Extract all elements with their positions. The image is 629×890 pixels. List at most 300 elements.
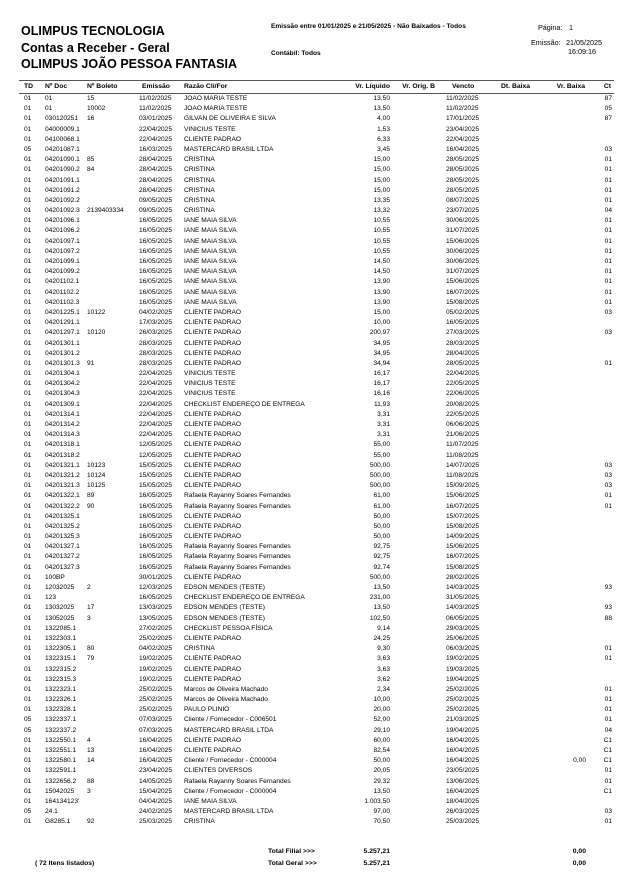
cell-liquido: 3,31 bbox=[377, 421, 390, 428]
cell-razao: JOAO MARIA TESTE bbox=[184, 95, 248, 102]
cell-liquido: 10,55 bbox=[373, 217, 390, 225]
cell-liquido: 55,00 bbox=[373, 441, 390, 449]
cell-ct: 01 bbox=[604, 268, 612, 276]
cell-ct: 03 bbox=[604, 808, 612, 816]
table-row bbox=[0, 379, 629, 389]
table-row bbox=[0, 267, 629, 277]
cell-ct: 05 bbox=[604, 105, 612, 113]
cell-razao: IANE MAIA SILVA bbox=[184, 247, 237, 255]
cell-td: 01 bbox=[24, 359, 32, 367]
cell-td: 01 bbox=[24, 614, 32, 622]
cell-liquido: 3,31 bbox=[377, 431, 390, 439]
cell-emissao: 16/05/2025 bbox=[139, 227, 173, 235]
cell-liquido: 61,00 bbox=[373, 492, 390, 500]
cell-emissao: 04/04/2025 bbox=[139, 797, 173, 805]
cell-liquido: 9,30 bbox=[377, 645, 390, 653]
cell-liquido: 14,50 bbox=[373, 258, 390, 265]
cell-doc: 100BP bbox=[45, 573, 65, 581]
cell-boleto: 3 bbox=[87, 614, 91, 622]
cell-ct: 01 bbox=[604, 716, 612, 724]
table-row bbox=[0, 339, 629, 349]
cell-boleto: 10123 bbox=[87, 461, 106, 469]
cell-vencto: 16/04/2025 bbox=[446, 747, 480, 754]
cell-razao: CLIENTE PADRAO bbox=[184, 410, 242, 418]
cell-emissao: 30/01/2025 bbox=[139, 573, 173, 581]
table-row bbox=[0, 705, 629, 715]
cell-doc: 1322303.1 bbox=[45, 634, 77, 642]
cell-doc: 04201301.1 bbox=[45, 339, 80, 347]
cell-razao: Rafaela Rayanny Soares Fernandes bbox=[184, 543, 291, 551]
cell-liquido: 1.003,50 bbox=[364, 797, 390, 805]
cell-emissao: 16/04/2025 bbox=[139, 736, 173, 744]
cell-td: 01 bbox=[24, 655, 32, 663]
cell-emissao: 22/04/2025 bbox=[139, 410, 173, 418]
cell-liquido: 13,50 bbox=[373, 105, 390, 113]
cell-td: 01 bbox=[24, 696, 32, 704]
cell-emissao: 04/02/2025 bbox=[139, 645, 173, 653]
cell-liquido: 13,90 bbox=[373, 278, 390, 286]
table-row bbox=[0, 644, 629, 654]
table-row bbox=[0, 817, 629, 827]
cell-razao: MASTERCARD BRASIL LTDA bbox=[184, 726, 274, 734]
cell-emissao: 12/03/2025 bbox=[139, 584, 173, 591]
cell-vencto: 15/08/2025 bbox=[446, 298, 480, 306]
cell-boleto: 4 bbox=[87, 736, 91, 744]
cell-ct: 01 bbox=[604, 492, 612, 500]
cell-vencto: 16/04/2025 bbox=[446, 145, 480, 153]
cell-liquido: 50,00 bbox=[373, 757, 390, 765]
cell-ct: 01 bbox=[604, 706, 612, 714]
cell-razao: CRISTINA bbox=[184, 645, 215, 653]
cell-doc: 1322580.1 bbox=[45, 757, 77, 765]
cell-liquido: 10,00 bbox=[373, 696, 390, 704]
table-row bbox=[0, 797, 629, 807]
cell-vencto: 19/03/2025 bbox=[446, 665, 480, 673]
cell-liquido: 10,00 bbox=[373, 319, 390, 327]
cell-razao: CLIENTE PADRAO bbox=[184, 441, 242, 449]
cell-td: 01 bbox=[24, 278, 32, 286]
cell-liquido: 20,05 bbox=[373, 767, 390, 775]
cell-emissao: 16/05/2025 bbox=[139, 522, 173, 530]
cell-emissao: 25/03/2025 bbox=[139, 818, 173, 826]
cell-razao: IANE MAIA SILVA bbox=[184, 268, 237, 276]
table-row bbox=[0, 359, 629, 369]
cell-doc: 04201327.3 bbox=[45, 563, 80, 571]
table-row bbox=[0, 583, 629, 593]
table-row bbox=[0, 522, 629, 532]
cell-ct: 03 bbox=[604, 308, 612, 316]
cell-liquido: 3,63 bbox=[377, 665, 390, 673]
cell-liquido: 50,00 bbox=[373, 533, 390, 541]
cell-liquido: 15,00 bbox=[373, 156, 390, 164]
cell-doc: 04201091.1 bbox=[45, 176, 80, 184]
cell-emissao: 19/02/2025 bbox=[139, 655, 173, 663]
company-name: OLIMPUS TECNOLOGIA bbox=[21, 24, 165, 38]
cell-boleto: 10125 bbox=[87, 482, 106, 490]
cell-doc: 04201304.2 bbox=[45, 380, 80, 388]
cell-td: 01 bbox=[24, 553, 32, 561]
cell-razao: CLIENTE PADRAO bbox=[184, 319, 242, 327]
cell-razao: CLIENTE PADRAO bbox=[184, 349, 242, 357]
cell-liquido: 10,55 bbox=[373, 227, 390, 235]
cell-liquido: 13,50 bbox=[373, 584, 390, 591]
cell-emissao: 16/05/2025 bbox=[139, 258, 173, 265]
cell-td: 01 bbox=[24, 512, 32, 520]
cell-td: 01 bbox=[24, 533, 32, 541]
cell-razao: IANE MAIA SILVA bbox=[184, 288, 237, 296]
cell-razao: CRISTINA bbox=[184, 176, 215, 184]
cell-vencto: 06/05/2025 bbox=[446, 614, 480, 622]
cell-vencto: 31/07/2025 bbox=[446, 227, 480, 235]
cell-emissao: 16/05/2025 bbox=[139, 278, 173, 286]
cell-vencto: 27/03/2025 bbox=[446, 329, 480, 337]
table-row bbox=[0, 624, 629, 634]
cell-razao: Cliente / Fornecedor - C000004 bbox=[184, 787, 277, 795]
cell-liquido: 200,97 bbox=[369, 329, 390, 337]
cell-td: 01 bbox=[24, 522, 32, 530]
cell-doc: 04201321.1 bbox=[45, 461, 80, 469]
cell-td: 01 bbox=[24, 777, 32, 785]
table-row bbox=[0, 308, 629, 318]
branch-name: OLIMPUS JOÃO PESSOA FANTASIA bbox=[21, 57, 237, 71]
cell-liquido: 24,25 bbox=[373, 634, 390, 642]
table-row bbox=[0, 94, 629, 104]
cell-razao: Marcos de Oliveira Machado bbox=[184, 685, 268, 693]
cell-razao: IANE MAIA SILVA bbox=[184, 797, 237, 805]
cell-doc: 1322315.2 bbox=[45, 665, 77, 673]
cell-vencto: 28/05/2025 bbox=[446, 166, 480, 174]
cell-td: 01 bbox=[24, 339, 32, 347]
cell-doc: 04201087.1 bbox=[45, 145, 80, 153]
cell-boleto: 2139403334 bbox=[87, 207, 124, 215]
cell-liquido: 82,54 bbox=[373, 747, 390, 754]
cell-ct: 01 bbox=[604, 186, 612, 194]
cell-ct: C1 bbox=[603, 757, 612, 765]
cell-liquido: 16,16 bbox=[373, 390, 390, 398]
cell-razao: VINICIUS TESTE bbox=[184, 380, 236, 388]
cell-td: 01 bbox=[24, 95, 32, 102]
cell-razao: CLIENTE PADRAO bbox=[184, 431, 242, 439]
cell-boleto: 10124 bbox=[87, 471, 106, 479]
cell-liquido: 500,00 bbox=[369, 482, 390, 490]
cell-razao: Rafaela Rayanny Soares Fernandes bbox=[184, 502, 291, 510]
cell-td: 05 bbox=[24, 808, 32, 816]
cell-td: 05 bbox=[24, 716, 32, 724]
cell-razao: CLIENTE PADRAO bbox=[184, 339, 242, 347]
cell-liquido: 34,95 bbox=[373, 339, 390, 347]
cell-vencto: 15/06/2025 bbox=[446, 543, 480, 551]
total-filial-value: 5.257,21 bbox=[363, 848, 390, 855]
cell-doc: 15042025 bbox=[45, 787, 75, 795]
cell-liquido: 6,33 bbox=[377, 135, 390, 143]
cell-razao: CRISTINA bbox=[184, 207, 215, 215]
table-row bbox=[0, 695, 629, 705]
cell-emissao: 11/02/2025 bbox=[139, 105, 172, 113]
cell-boleto: 10122 bbox=[87, 308, 106, 316]
cell-emissao: 16/05/2025 bbox=[139, 543, 173, 551]
cell-doc: 01 bbox=[45, 95, 53, 102]
cell-liquido: 52,00 bbox=[373, 716, 390, 724]
cell-razao: Rafaela Rayanny Soares Fernandes bbox=[184, 563, 291, 571]
cell-boleto: 10002 bbox=[87, 105, 106, 113]
cell-td: 01 bbox=[24, 319, 32, 327]
cell-vencto: 11/02/2025 bbox=[446, 95, 479, 102]
cell-td: 01 bbox=[24, 237, 32, 245]
cell-razao: CLIENTE PADRAO bbox=[184, 135, 242, 143]
col-vencto: Vencto bbox=[452, 82, 475, 90]
cell-td: 01 bbox=[24, 268, 32, 276]
cell-razao: IANE MAIA SILVA bbox=[184, 258, 237, 265]
cell-razao: IANE MAIA SILVA bbox=[184, 217, 237, 225]
cell-liquido: 29,10 bbox=[373, 726, 390, 734]
cell-doc: 13032025 bbox=[45, 604, 75, 612]
cell-razao: CLIENTE PADRAO bbox=[184, 329, 242, 337]
cell-doc: 04201291.1 bbox=[45, 319, 80, 327]
col-razao: Razão Cli/For bbox=[184, 82, 228, 90]
cell-liquido: 13,90 bbox=[373, 288, 390, 296]
cell-razao: GILVAN DE OLIVEIRA E SILVA bbox=[184, 115, 276, 123]
cell-ct: 93 bbox=[604, 604, 612, 612]
cell-razao: CHECKLIST PESSOA FÍSICA bbox=[184, 624, 273, 632]
cell-boleto: 15 bbox=[87, 95, 95, 102]
cell-boleto: 91 bbox=[87, 359, 95, 367]
cell-td: 05 bbox=[24, 145, 32, 153]
cell-vencto: 21/03/2025 bbox=[446, 716, 480, 724]
cell-boleto: 92 bbox=[87, 818, 95, 826]
table-row bbox=[0, 430, 629, 440]
cell-razao: CLIENTE PADRAO bbox=[184, 522, 242, 530]
cell-vencto: 16/07/2025 bbox=[446, 553, 480, 561]
cell-boleto: 10120 bbox=[87, 329, 106, 337]
cell-vencto: 17/01/2025 bbox=[446, 115, 480, 123]
table-row bbox=[0, 491, 629, 501]
cell-vencto: 28/04/2025 bbox=[446, 349, 480, 357]
cell-razao: IANE MAIA SILVA bbox=[184, 227, 237, 235]
cell-emissao: 07/03/2025 bbox=[139, 726, 173, 734]
cell-td: 01 bbox=[24, 421, 32, 428]
cell-emissao: 22/04/2025 bbox=[139, 390, 173, 398]
cell-razao: MASTERCARD BRASIL LTDA bbox=[184, 145, 274, 153]
table-row bbox=[0, 237, 629, 247]
cell-vencto: 15/08/2025 bbox=[446, 522, 480, 530]
cell-boleto: 14 bbox=[87, 757, 95, 765]
cell-vencto: 22/06/2025 bbox=[446, 390, 480, 398]
cell-liquido: 3,62 bbox=[377, 675, 390, 683]
cell-emissao: 14/05/2025 bbox=[139, 777, 173, 785]
cell-ct: 88 bbox=[604, 614, 612, 622]
cell-razao: CRISTINA bbox=[184, 186, 215, 194]
cell-doc: 12032025 bbox=[45, 584, 75, 591]
cell-td: 01 bbox=[24, 502, 32, 510]
cell-emissao: 16/05/2025 bbox=[139, 288, 173, 296]
cell-vencto: 14/03/2025 bbox=[446, 604, 480, 612]
cell-liquido: 50,00 bbox=[373, 512, 390, 520]
cell-td: 01 bbox=[24, 747, 32, 754]
col-emissao: Emissão bbox=[142, 82, 170, 90]
cell-emissao: 11/02/2025 bbox=[139, 95, 172, 102]
cell-vencto: 19/04/2025 bbox=[446, 675, 480, 683]
cell-ct: 01 bbox=[604, 645, 612, 653]
cell-liquido: 231,00 bbox=[369, 594, 390, 602]
cell-vencto: 25/02/2025 bbox=[446, 696, 480, 704]
cell-vencto: 08/07/2025 bbox=[446, 196, 480, 204]
cell-doc: 04201102.3 bbox=[45, 298, 80, 306]
total-geral-label: Total Geral >>> bbox=[268, 860, 317, 867]
cell-liquido: 61,00 bbox=[373, 502, 390, 510]
cell-doc: 04201309.1 bbox=[45, 400, 80, 408]
cell-vencto: 13/06/2025 bbox=[446, 777, 480, 785]
cell-emissao: 12/05/2025 bbox=[139, 451, 173, 459]
cell-ct: 01 bbox=[604, 655, 612, 663]
table-row bbox=[0, 746, 629, 756]
cell-liquido: 10,55 bbox=[373, 237, 390, 245]
table-row bbox=[0, 196, 629, 206]
cell-emissao: 22/04/2025 bbox=[139, 135, 173, 143]
cell-boleto: 16 bbox=[87, 115, 95, 123]
cell-razao: CLIENTE PADRAO bbox=[184, 675, 242, 683]
cell-doc: 04201092.2 bbox=[45, 196, 80, 204]
table-row bbox=[0, 247, 629, 257]
cell-ct: 01 bbox=[604, 696, 612, 704]
cell-razao: CLIENTE PADRAO bbox=[184, 634, 242, 642]
cell-emissao: 28/04/2025 bbox=[139, 186, 173, 194]
cell-liquido: 55,00 bbox=[373, 451, 390, 459]
cell-vencto: 30/06/2025 bbox=[446, 247, 480, 255]
cell-razao: Marcos de Oliveira Machado bbox=[184, 696, 268, 704]
cell-ct: 01 bbox=[604, 685, 612, 693]
cell-doc: 04201321.2 bbox=[45, 471, 80, 479]
data-table bbox=[0, 94, 629, 828]
cell-vencto: 20/08/2025 bbox=[446, 400, 480, 408]
cell-doc: 04201102.1 bbox=[45, 278, 80, 286]
cell-ct: 01 bbox=[604, 818, 612, 826]
table-row bbox=[0, 451, 629, 461]
cell-liquido: 500,00 bbox=[369, 471, 390, 479]
cell-razao: PAULO PLINIO bbox=[184, 706, 230, 714]
cell-emissao: 28/04/2025 bbox=[139, 176, 173, 184]
cell-vencto: 19/02/2025 bbox=[446, 655, 480, 663]
cell-boleto: 80 bbox=[87, 645, 95, 653]
cell-td: 01 bbox=[24, 594, 32, 602]
table-row bbox=[0, 573, 629, 583]
emission-time: 16:09:16 bbox=[568, 47, 596, 56]
cell-razao: CLIENTE PADRAO bbox=[184, 308, 242, 316]
cell-doc: 04201322.2 bbox=[45, 502, 80, 510]
cell-boleto: 79 bbox=[87, 655, 95, 663]
cell-emissao: 26/03/2025 bbox=[139, 329, 173, 337]
cell-liquido: 34,95 bbox=[373, 349, 390, 357]
cell-razao: CLIENTE PADRAO bbox=[184, 482, 242, 490]
table-row bbox=[0, 145, 629, 155]
cell-vencto: 30/06/2025 bbox=[446, 217, 480, 225]
cell-liquido: 13,35 bbox=[373, 196, 390, 204]
cell-razao: CLIENTE PADRAO bbox=[184, 655, 242, 663]
cell-doc: 164134123' bbox=[45, 797, 80, 805]
table-row bbox=[0, 665, 629, 675]
cell-liquido: 16,17 bbox=[373, 370, 390, 378]
cell-razao: CLIENTE PADRAO bbox=[184, 421, 242, 428]
cell-liquido: 15,00 bbox=[373, 176, 390, 184]
cell-vencto: 28/05/2025 bbox=[446, 359, 480, 367]
cell-td: 01 bbox=[24, 471, 32, 479]
cell-td: 01 bbox=[24, 115, 32, 123]
cell-emissao: 25/02/2025 bbox=[139, 685, 173, 693]
cell-emissao: 15/04/2025 bbox=[139, 787, 173, 795]
cell-razao: CHECKLIST ENDEREÇO DE ENTREGA bbox=[184, 594, 305, 602]
table-row bbox=[0, 461, 629, 471]
cell-razao: CRISTINA bbox=[184, 196, 215, 204]
table-row bbox=[0, 318, 629, 328]
cell-emissao: 16/05/2025 bbox=[139, 512, 173, 520]
cell-razao: CLIENTE PADRAO bbox=[184, 573, 242, 581]
cell-td: 01 bbox=[24, 624, 32, 632]
table-row bbox=[0, 369, 629, 379]
cell-liquido: 15,00 bbox=[373, 186, 390, 194]
cell-emissao: 23/04/2025 bbox=[139, 767, 173, 775]
page-label: Página: bbox=[538, 23, 563, 32]
total-filial-baixa: 0,00 bbox=[572, 848, 586, 855]
cell-doc: 04201099.2 bbox=[45, 268, 80, 276]
table-row bbox=[0, 125, 629, 135]
table-row bbox=[0, 400, 629, 410]
cell-td: 01 bbox=[24, 451, 32, 459]
cell-doc: 030120251 bbox=[45, 115, 79, 123]
cell-td: 01 bbox=[24, 685, 32, 693]
cell-doc: 1322085.1 bbox=[45, 624, 77, 632]
cell-doc: 04201090.1 bbox=[45, 156, 80, 164]
table-row bbox=[0, 532, 629, 542]
cell-vencto: 16/07/2025 bbox=[446, 288, 480, 296]
cell-vencto: 15/06/2025 bbox=[446, 492, 480, 500]
cell-razao: CLIENTE PADRAO bbox=[184, 359, 242, 367]
cell-emissao: 22/04/2025 bbox=[139, 125, 173, 133]
table-row bbox=[0, 471, 629, 481]
cell-vencto: 16/07/2025 bbox=[446, 502, 480, 510]
cell-doc: 1322315.1 bbox=[45, 655, 77, 663]
cell-boleto: 84 bbox=[87, 166, 95, 174]
table-row bbox=[0, 654, 629, 664]
cell-boleto: 2 bbox=[87, 584, 91, 591]
cell-doc: 04201099.1 bbox=[45, 258, 80, 265]
cell-vencto: 22/05/2025 bbox=[446, 410, 480, 418]
cell-emissao: 16/05/2025 bbox=[139, 217, 173, 225]
cell-boleto: 89 bbox=[87, 492, 95, 500]
cell-liquido: 10,55 bbox=[373, 247, 390, 255]
cell-liquido: 92,74 bbox=[373, 563, 390, 571]
cell-liquido: 11,93 bbox=[373, 400, 390, 408]
cell-ct: 01 bbox=[604, 288, 612, 296]
cell-td: 01 bbox=[24, 767, 32, 775]
cell-vencto: 11/07/2025 bbox=[446, 441, 479, 449]
cell-vencto: 22/04/2025 bbox=[446, 135, 480, 143]
cell-ct: 01 bbox=[604, 502, 612, 510]
cell-emissao: 19/02/2025 bbox=[139, 665, 173, 673]
cell-vencto: 28/03/2025 bbox=[446, 339, 480, 347]
cell-emissao: 22/04/2025 bbox=[139, 421, 173, 428]
cell-razao: CLIENTE PADRAO bbox=[184, 461, 242, 469]
col-doc: Nº Doc bbox=[45, 82, 68, 90]
table-row bbox=[0, 155, 629, 165]
cell-razao: CRISTINA bbox=[184, 818, 215, 826]
cell-vencto: 14/07/2025 bbox=[446, 461, 480, 469]
cell-razao: IANE MAIA SILVA bbox=[184, 278, 237, 286]
table-row bbox=[0, 206, 629, 216]
cell-razao: CLIENTE PADRAO bbox=[184, 512, 242, 520]
cell-ct: 03 bbox=[604, 482, 612, 490]
cell-doc: 04201327.2 bbox=[45, 553, 80, 561]
cell-boleto: 13 bbox=[87, 747, 95, 754]
cell-razao: VINICIUS TESTE bbox=[184, 370, 236, 378]
